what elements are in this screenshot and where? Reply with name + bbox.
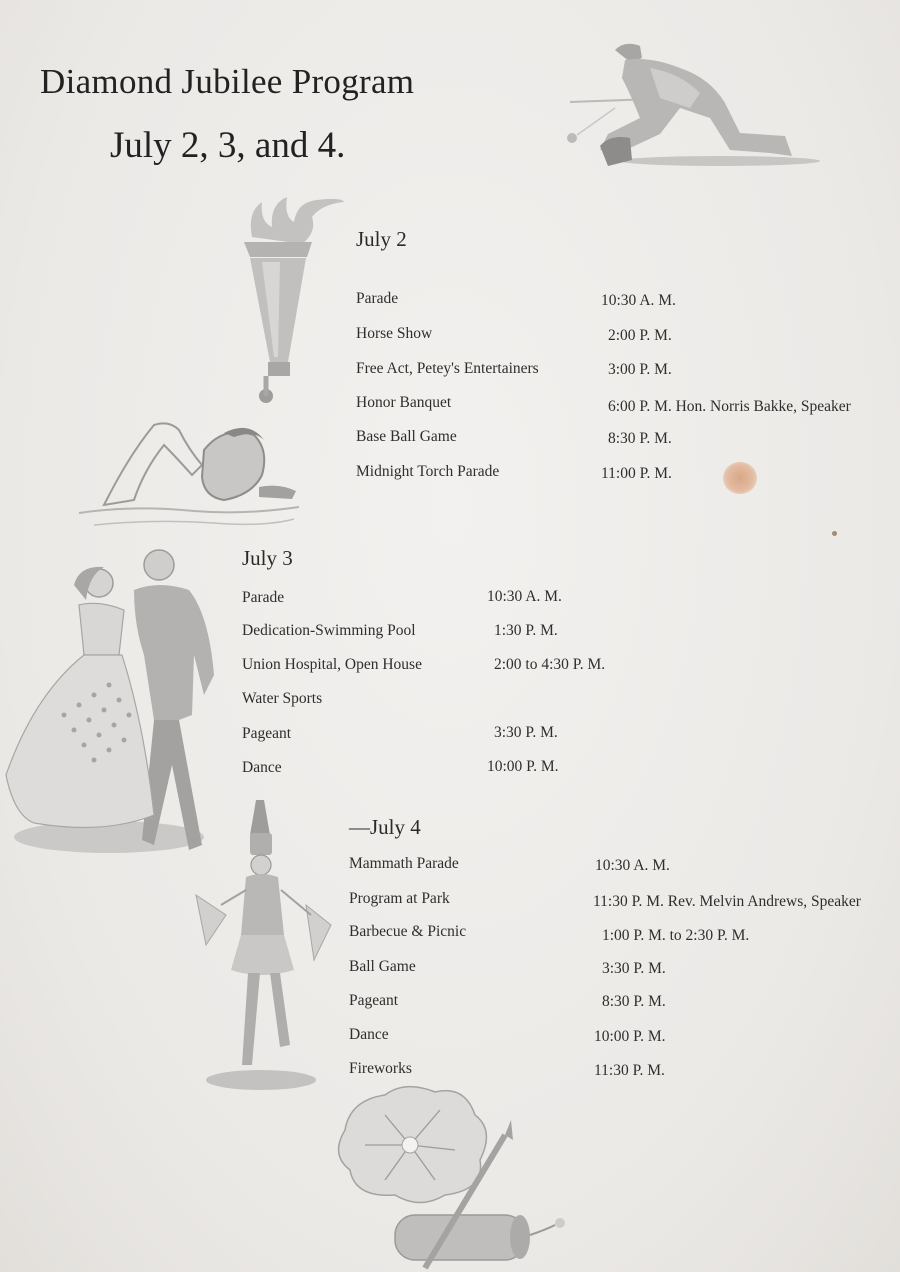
event-name: Parade (356, 290, 399, 307)
event-time: 10:30 A. M. (487, 588, 562, 605)
torch-icon (232, 192, 352, 412)
event-name: Water Sports (242, 690, 323, 707)
event-name: Dance (242, 759, 282, 776)
event-time: 10:00 P. M. (487, 758, 559, 775)
event-name: Barbecue & Picnic (349, 923, 467, 940)
event-time: 11:30 P. M. Rev. Melvin Andrews, Speaker (593, 893, 861, 910)
event-time: 6:00 P. M. Hon. Norris Bakke, Speaker (608, 398, 851, 415)
page-title: Diamond Jubilee Program (40, 62, 415, 101)
event-name: Midnight Torch Parade (356, 463, 500, 480)
event-time: 10:30 A. M. (601, 292, 676, 309)
event-name: Fireworks (349, 1060, 412, 1077)
event-time: 2:00 to 4:30 P. M. (494, 656, 606, 673)
event-name: Mammath Parade (349, 855, 459, 872)
event-name: Horse Show (356, 325, 433, 342)
event-name: Dedication-Swimming Pool (242, 622, 416, 639)
page-subtitle: July 2, 3, and 4. (110, 125, 346, 166)
event-time: 2:00 P. M. (608, 327, 672, 344)
event-name: Pageant (349, 992, 399, 1009)
event-name: Base Ball Game (356, 428, 457, 445)
event-time: 3:00 P. M. (608, 361, 672, 378)
event-time: 1:30 P. M. (494, 622, 558, 639)
day-heading: —July 4 (349, 815, 421, 839)
stain-mark (723, 462, 757, 494)
majorette-icon (186, 795, 336, 1100)
event-time: 10:30 A. M. (595, 857, 670, 874)
event-time: 10:00 P. M. (594, 1028, 666, 1045)
event-time: 8:30 P. M. (602, 993, 666, 1010)
event-time: 11:30 P. M. (594, 1062, 665, 1079)
firecracker-icon (325, 1080, 575, 1272)
event-name: Pageant (242, 725, 292, 742)
event-name: Free Act, Petey's Entertainers (356, 360, 539, 377)
event-name: Program at Park (349, 890, 450, 907)
stain-mark-small (832, 531, 837, 536)
event-time: 3:30 P. M. (494, 724, 558, 741)
event-time: 3:30 P. M. (602, 960, 666, 977)
event-time: 11:00 P. M. (601, 465, 672, 482)
event-name: Dance (349, 1026, 389, 1043)
baseball-player-icon (560, 38, 830, 178)
event-name: Union Hospital, Open House (242, 656, 422, 673)
day-heading: July 2 (356, 227, 407, 251)
day-heading: July 3 (242, 546, 293, 570)
swimmer-icon (74, 415, 309, 535)
event-name: Parade (242, 589, 285, 606)
event-time: 8:30 P. M. (608, 430, 672, 447)
event-name: Honor Banquet (356, 394, 452, 411)
event-name: Ball Game (349, 958, 416, 975)
event-time: 1:00 P. M. to 2:30 P. M. (602, 927, 750, 944)
